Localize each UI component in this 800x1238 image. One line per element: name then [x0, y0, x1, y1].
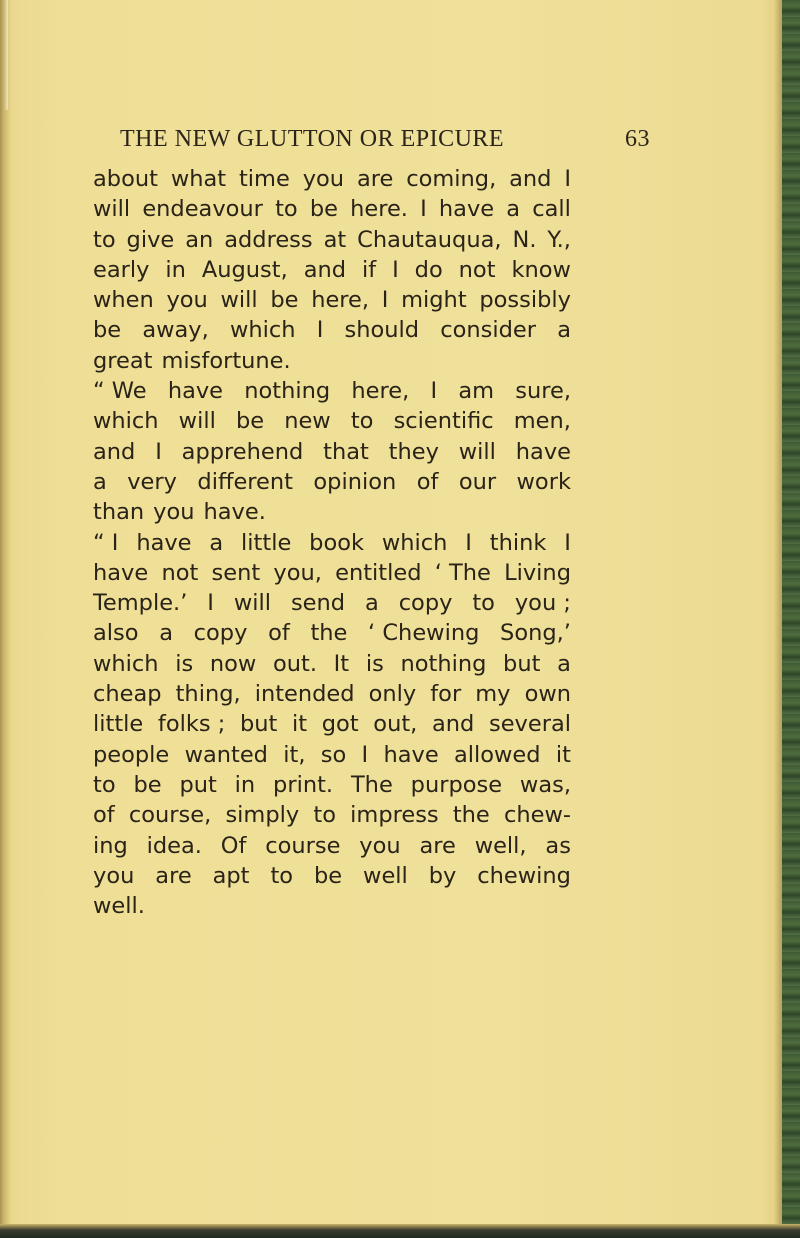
text-line [93, 770, 571, 800]
word: be [235, 408, 265, 435]
word: out, [373, 711, 418, 738]
word: when [93, 287, 154, 314]
word: Song,’ [500, 620, 571, 647]
word: have [136, 529, 192, 556]
text-line [93, 497, 571, 527]
word: ‘ Chewing [368, 620, 480, 647]
word: time [238, 166, 290, 192]
word: I [420, 196, 427, 223]
word: thing, [175, 681, 241, 708]
word: nothing [244, 378, 331, 405]
word: address [224, 226, 313, 253]
word: I [207, 590, 214, 617]
word: only [368, 681, 417, 708]
word: to [350, 408, 374, 435]
word: to [313, 802, 336, 829]
word: I [361, 741, 369, 768]
word: very [127, 468, 177, 495]
word: Of [220, 832, 247, 859]
word: The [350, 771, 393, 798]
word: possibly [479, 287, 571, 314]
word: and [303, 256, 347, 283]
word: which [229, 317, 296, 344]
word: and [431, 711, 475, 738]
word: apt [212, 862, 250, 889]
word: a [557, 317, 571, 344]
page-edge-shade [774, 0, 782, 1238]
word: have [383, 741, 439, 768]
word: course, [128, 802, 212, 829]
text-line [93, 891, 571, 921]
word: the [452, 802, 490, 829]
word: chewing [477, 862, 571, 889]
word: might [401, 287, 467, 314]
word: here, [311, 287, 370, 314]
word: ing [93, 832, 128, 859]
word: allowed [453, 741, 541, 768]
text-line [93, 709, 571, 739]
text-line [93, 406, 571, 436]
word: Y., [547, 226, 571, 253]
word: I [155, 438, 162, 465]
word: consider [440, 317, 536, 344]
word: purpose [410, 771, 503, 798]
word: they [388, 438, 439, 465]
word: coming, [406, 166, 497, 192]
word: wanted [184, 741, 268, 768]
word: are [356, 166, 394, 192]
word: work [516, 468, 571, 495]
text-line [93, 861, 571, 891]
word: apprehend [181, 438, 304, 465]
word: our [458, 468, 497, 495]
text-line [93, 740, 571, 770]
word: than [93, 499, 145, 526]
word: at [323, 226, 347, 253]
word: by [428, 862, 457, 889]
word: have [515, 438, 571, 465]
word: if [361, 256, 377, 283]
word: the [310, 620, 348, 647]
word: be [313, 862, 343, 889]
text-line [93, 376, 571, 406]
text-line [93, 437, 571, 467]
running-header [120, 126, 650, 153]
running-title: THE NEW GLUTTON OR EPICURE [120, 126, 505, 152]
word: Chautauqua, [357, 226, 502, 253]
text-line [93, 588, 571, 618]
body-text [93, 164, 571, 921]
word: to [93, 771, 116, 798]
word: I [381, 287, 389, 314]
text-line [93, 558, 571, 588]
word: be [133, 771, 162, 798]
word: it [292, 711, 308, 738]
text-line [93, 831, 571, 861]
word: not [458, 256, 496, 283]
word: to [270, 862, 294, 889]
word: book [309, 529, 364, 556]
word: a [506, 196, 521, 223]
word: a [209, 529, 224, 556]
word: which [381, 529, 448, 556]
word: misfortune. [161, 347, 291, 374]
word: not [161, 559, 199, 586]
word: give [126, 226, 175, 253]
text-line [93, 649, 571, 679]
word: be [309, 196, 338, 223]
word: ‘ The [434, 559, 491, 586]
word: several [488, 711, 571, 738]
page-bottom-edge [0, 1224, 800, 1238]
word: August, [201, 256, 288, 283]
word: which [93, 408, 159, 435]
word: people [93, 741, 170, 768]
word: but [503, 650, 541, 677]
word: should [344, 317, 420, 344]
word: of [93, 802, 115, 829]
word: I [392, 256, 399, 283]
word: folks ; [157, 711, 226, 738]
word: also [93, 620, 139, 647]
word: It [333, 650, 350, 677]
word: here, [351, 378, 410, 405]
word: are [419, 832, 456, 859]
word: now [209, 650, 257, 677]
word: I [430, 378, 438, 405]
word: chew- [503, 802, 571, 829]
word: copy [398, 590, 453, 617]
text-line [93, 225, 571, 255]
word: print. [273, 771, 334, 798]
word: will [220, 287, 258, 314]
word: be [270, 287, 299, 314]
text-line [93, 164, 571, 194]
word: scientific [393, 408, 494, 435]
word: nothing [400, 650, 487, 677]
text-line [93, 467, 571, 497]
word: put [179, 771, 217, 798]
word: you ; [514, 590, 571, 617]
word: I [465, 529, 472, 556]
word: here. [350, 196, 408, 223]
word: Living [504, 559, 571, 586]
word: is [175, 650, 194, 677]
word: got [321, 711, 359, 738]
word: to [93, 226, 116, 253]
word: be [93, 317, 122, 344]
word: for [430, 681, 462, 708]
word: will [93, 196, 131, 223]
word: early [93, 256, 150, 283]
word: will [233, 590, 272, 617]
word: different [197, 468, 293, 495]
word: out. [272, 650, 317, 677]
word: of [268, 620, 290, 647]
word: little [93, 711, 144, 738]
word: N. [512, 226, 537, 253]
word: entitled [335, 559, 422, 586]
word: impress [350, 802, 439, 829]
word: do [414, 256, 443, 283]
word: about [93, 166, 158, 192]
word: it, [283, 741, 306, 768]
word: an [185, 226, 214, 253]
word: a [159, 620, 173, 647]
word: that [323, 438, 369, 465]
word: you [153, 499, 195, 526]
word: well [363, 862, 408, 889]
word: I [316, 317, 324, 344]
word: think [489, 529, 547, 556]
word: own [524, 681, 571, 708]
word: great [93, 347, 153, 374]
word: know [511, 256, 571, 283]
word: “ We [93, 378, 147, 405]
page-number: 63 [625, 126, 650, 152]
word: well. [93, 893, 145, 920]
word: have [438, 196, 495, 223]
word: of [416, 468, 439, 495]
word: cheap [93, 681, 162, 708]
word: in [165, 256, 186, 283]
text-line [93, 285, 571, 315]
word: you [359, 832, 401, 859]
word: will [178, 408, 216, 435]
word: have [93, 559, 149, 586]
word: is [365, 650, 384, 677]
word: men, [513, 408, 571, 435]
text-line [93, 679, 571, 709]
word: you [166, 287, 208, 314]
text-line [93, 800, 571, 830]
word: will [458, 438, 496, 465]
word: my [475, 681, 511, 708]
word: I [564, 166, 571, 192]
word: in [234, 771, 256, 798]
text-line [93, 618, 571, 648]
word: a [557, 650, 571, 677]
word: it [555, 741, 571, 768]
word: new [284, 408, 331, 435]
page-gutter-shadow [0, 0, 10, 1238]
word: little [241, 529, 292, 556]
text-line [93, 194, 571, 224]
word: sure, [515, 378, 571, 405]
word: was, [519, 771, 571, 798]
word: to [275, 196, 298, 223]
word: simply [225, 802, 300, 829]
word: what [170, 166, 227, 192]
book-cover-edge [782, 0, 800, 1238]
word: opinion [313, 468, 397, 495]
word: away, [142, 317, 209, 344]
text-line [93, 315, 571, 345]
word: copy [193, 620, 248, 647]
word: Temple.’ [93, 590, 188, 617]
word: intended [254, 681, 355, 708]
text-line [93, 346, 571, 376]
word: am [458, 378, 495, 405]
word: endeavour [142, 196, 263, 223]
word: but [240, 711, 278, 738]
word: you, [273, 559, 322, 586]
word: have. [203, 499, 266, 526]
word: and [93, 438, 136, 465]
word: a [93, 468, 107, 495]
word: idea. [146, 832, 202, 859]
word: which [93, 650, 159, 677]
word: course [265, 832, 341, 859]
word: as [545, 832, 571, 859]
word: I [564, 529, 571, 556]
word: send [290, 590, 346, 617]
text-line [93, 255, 571, 285]
text-line [93, 528, 571, 558]
word: sent [211, 559, 261, 586]
word: “ I [93, 529, 119, 556]
word: you [93, 862, 135, 889]
word: so [320, 741, 347, 768]
word: you [302, 166, 345, 192]
word: and [509, 166, 552, 192]
word: a [364, 590, 379, 617]
word: well, [474, 832, 527, 859]
word: are [155, 862, 192, 889]
word: call [532, 196, 571, 223]
word: have [167, 378, 224, 405]
word: to [472, 590, 495, 617]
